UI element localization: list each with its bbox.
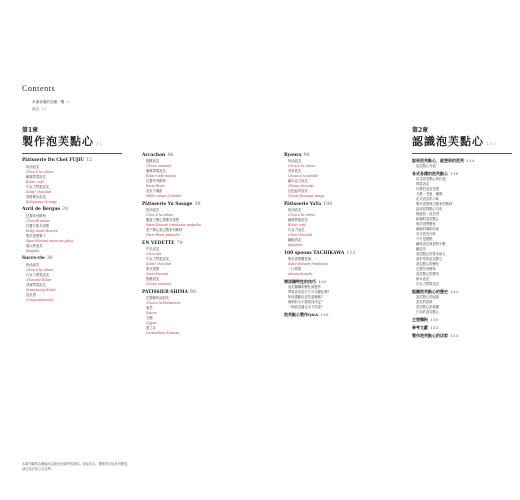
item-french-text: Amuse-bouche <box>288 272 313 276</box>
section-title: 製作泡芙點心的店家 <box>412 333 448 338</box>
sub-item-text: 聖多諾黑變化 <box>416 222 436 226</box>
item-french-text: Saint-Honoré framboise <box>288 262 329 266</box>
sub-item-text: 基本型的泡芙點心 <box>416 257 443 261</box>
item-french-text: Chocolat Éclair <box>26 277 52 282</box>
page-number: 120 <box>318 279 327 284</box>
item-french-text: Éclair chocolat <box>26 189 52 194</box>
item-french-text: Religieuse Orange <box>26 199 57 204</box>
page-number: 142 <box>450 289 459 294</box>
chapter1-col2-list <box>142 153 252 337</box>
chapter2-page: 133 <box>486 141 497 146</box>
sub-item-text: 不只是甜點 <box>416 237 433 241</box>
item-french-name <box>22 249 122 254</box>
item-french-text: Paris-Brest <box>146 184 165 188</box>
sub-item-text: 花式泡芙的口味 <box>416 197 440 201</box>
section-title: 認識泡芙點心的歷史 <box>412 289 448 294</box>
section-heading <box>412 333 512 339</box>
page-number: 112 <box>346 250 356 256</box>
item-chinese-text: 聖多諾黑 <box>146 267 160 271</box>
sub-item-text: 當成派對點心享用 <box>416 207 443 211</box>
sub-item <box>412 164 512 169</box>
item-chinese-text: 泡芙塔 <box>26 292 36 297</box>
chapter1-title-text: 製作泡芙點心 <box>22 135 94 148</box>
page-number: 80 <box>189 289 197 295</box>
item-chinese-text: 咖啡閃電泡芙 <box>288 218 308 222</box>
sub-item-text: 花式泡芙點心的代表 <box>416 177 446 181</box>
section-title: 增添獨特性的技巧 <box>284 279 316 284</box>
chapter1-col2 <box>142 150 252 336</box>
shop-name: Pâtisserie YaYa <box>284 201 322 207</box>
sub-item-text: 一個泡芙適合多少份量？ <box>288 305 325 309</box>
item-french-text: Éclair café <box>288 223 306 227</box>
item-french-name <box>22 200 122 205</box>
item-chinese-text: 奶油泡芙 <box>146 208 160 212</box>
item-french-text: Chou à la crème <box>26 169 54 174</box>
item-chinese-text: 愛之井 <box>146 326 156 330</box>
item-french-text: Saint-Honoré marrons glacé <box>26 238 74 243</box>
chapter2-number-text: 第2章 <box>412 127 429 134</box>
item-french-text: Choux fromage rouge <box>288 194 325 198</box>
item-chinese-text: 聖多諾黑栗子 <box>26 233 46 238</box>
item-chinese-text: 牛乳泡芙 <box>146 247 160 251</box>
sub-item-text: 泡芙點心的歷史 <box>416 272 440 276</box>
item-chinese-text: 柔蒸 <box>146 306 153 310</box>
item-french-text: Chou chocolat <box>288 233 312 237</box>
sub-item-text: 巧克力閃電泡芙 <box>416 282 440 286</box>
item-french-text: Mille-crêpes d'amitié <box>146 194 182 198</box>
item-french-text: Éclair chocolat <box>146 262 172 266</box>
chapter1-col3 <box>284 150 394 318</box>
item-french-name <box>284 272 394 277</box>
item-chinese-text: 奶油泡芙 <box>26 262 40 267</box>
section-title: 主要麵粉 <box>412 317 428 322</box>
chapter1-number <box>22 127 122 135</box>
item-french-text: Zeppole <box>26 248 40 253</box>
item-chinese-text: 巴黎布列斯特 <box>146 179 166 183</box>
item-chinese-text: 泡芙千層派 <box>146 189 163 193</box>
page-number: 152 <box>430 325 439 330</box>
item-chinese-text: 巧克力閃電泡芙 <box>26 184 50 189</box>
sub-item-text: 泡芙麵糊的變化與製作 <box>288 285 321 289</box>
item-french-text: Souris <box>146 311 157 315</box>
chapter1-title <box>22 135 122 150</box>
intro-item <box>32 106 69 113</box>
chapter1-col3-list <box>284 153 394 319</box>
item-chinese-text: 鹹巧克力泡芙 <box>288 179 308 183</box>
item-french-text: Éclair café <box>26 179 44 184</box>
chapter2-number <box>412 127 512 135</box>
item-chinese-text: 一口閃電 <box>288 267 302 271</box>
section-title: 說到泡芙點心，就想到的泡芙 <box>412 158 464 163</box>
item-chinese-text: 奶油泡芙 <box>288 208 302 212</box>
contents-heading: Contents <box>22 84 56 93</box>
sub-item <box>284 305 394 310</box>
item-chinese-text: 咖啡閃電泡芙 <box>26 174 46 179</box>
sub-item-text: 泡芙點心列表 <box>416 164 436 168</box>
item-chinese-text: 巧克力閃電泡芙 <box>26 272 50 277</box>
section-heading <box>412 325 512 331</box>
item-french-name <box>142 233 252 238</box>
item-french-name <box>142 194 252 199</box>
page-number: 36 <box>46 256 53 261</box>
sub-item-text: 閃電泡芙 <box>416 182 430 186</box>
item-chinese-text: 咖啡閃電泡芙 <box>146 169 166 173</box>
item-french-name <box>142 331 252 336</box>
page-number: 150 <box>430 317 439 322</box>
intro-item-page: 10 <box>41 107 46 111</box>
item-french-text: Chou à la crème <box>146 213 174 217</box>
item-chinese-text: 鹹鮮泡芙 <box>288 238 302 242</box>
item-chinese-text: 聖多諾黑覆盆莓 <box>288 257 312 261</box>
chapter2-list <box>412 158 512 339</box>
item-chinese-text: 奶油泡芙 <box>26 164 40 169</box>
item-chinese-text: 巧克力閃電泡芙 <box>146 257 170 261</box>
section-title: 各式各樣的泡芙點心 <box>412 171 448 176</box>
page-number: 24 <box>62 207 69 212</box>
shop-name: Ryoura <box>284 152 302 158</box>
sub-item-text: 泡芙點心的基本組合 <box>416 252 446 256</box>
sub-item-text: 閃電泡芙的尺寸可以變化嗎？ <box>288 290 331 294</box>
intro-item-label: 本書登場的店鋪一覽 <box>32 100 65 104</box>
intro-item-page: 8 <box>66 100 69 104</box>
sub-item-text: 細緻的填餡奶油 <box>416 227 440 231</box>
sub-item-text: 如何讓脆皮泡芙更酥脆？ <box>288 295 325 299</box>
section-heading <box>284 312 394 318</box>
sub-item-text: 新穎的泡芙點心 <box>416 217 440 221</box>
item-french-text: Chou à la crème <box>288 213 316 217</box>
page-number: 100 <box>323 201 333 207</box>
sub-item-text: 填餡的大小要如何決定？ <box>288 300 325 304</box>
chapter1-col1-list <box>22 158 122 303</box>
sub-item <box>412 282 512 287</box>
item-french-name <box>142 282 252 287</box>
item-french-text: Chou à la Parisienne <box>146 301 181 305</box>
sub-item-text: 泡芙點心的起源 <box>416 295 440 299</box>
page-number: 134 <box>466 158 475 163</box>
item-french-text: Ruby Saint-Honoré <box>26 228 58 233</box>
item-chinese-text: 紅色起司泡芙 <box>288 189 308 193</box>
sub-item-text: 巴黎布列斯特 <box>416 267 436 271</box>
item-french-text: Saint-Honoré framboise pistache <box>146 223 202 227</box>
chapter1-number-text: 第1章 <box>22 127 39 134</box>
item-french-text: Croquembouche <box>26 297 54 302</box>
item-chinese-text: 巴黎布列斯特 <box>26 213 46 218</box>
shop-name: EN VEDETTE <box>142 240 175 246</box>
item-french-text: Saint-Honoré <box>146 272 169 276</box>
sub-item-text: 天鵝・老鼠・種類 <box>416 192 443 196</box>
chapter2-title <box>412 135 512 150</box>
sub-item-text: 鹹泡芙 <box>416 247 426 251</box>
page-number: 128 <box>320 312 329 317</box>
chapter1-rule <box>22 153 122 154</box>
intro-list <box>32 99 69 113</box>
item-french-text: Choux caramel <box>146 282 172 286</box>
item-french-text: Choux chocolat <box>288 184 314 188</box>
item-french-name <box>284 194 394 199</box>
section-title: 參考文獻 <box>412 325 428 330</box>
sub-item-text: 泡芙點心的變化 <box>416 262 440 266</box>
item-french-text: Strawberry Éclair <box>26 287 56 292</box>
shop-name: Sucre-rie <box>22 256 45 261</box>
item-chinese-text: 巧克力泡芙 <box>288 228 305 232</box>
section-title: 泡芙點心製作Q&A <box>284 312 319 317</box>
chapter2-col <box>412 127 512 339</box>
sub-item <box>412 310 512 315</box>
item-french-name <box>284 243 394 248</box>
sub-item-text: 日本的泡芙點心 <box>416 310 440 314</box>
item-chinese-text: 覆盆子開心果聖多諾黑 <box>146 218 179 222</box>
sub-item-text: 修道院・泡芙塔 <box>416 212 440 216</box>
sub-item-text: 聖多諾黑與巴黎布列斯特 <box>416 202 453 206</box>
item-chinese-text: 香橙修女泡芙 <box>26 194 46 199</box>
chapter2-title-text: 認識泡芙點心 <box>412 135 484 148</box>
page-number: 154 <box>450 333 459 338</box>
shop-name: Avril de Bergue <box>22 207 61 212</box>
item-french-text: Chou à la crème <box>26 267 54 272</box>
sub-item-text: 泡芙的語源 <box>416 300 433 304</box>
item-french-text: Caramelise d'amour <box>146 331 180 335</box>
shop-name: PATISSIER SHIMA <box>142 289 188 295</box>
item-french-text: Choux à la vanille <box>288 174 318 178</box>
intro-item-label: 前言 <box>32 107 40 111</box>
item-french-text: Salambo <box>288 243 303 247</box>
item-chinese-text: 巴黎鮮奶油泡芙 <box>146 296 170 300</box>
item-chinese-text: 義大利泡芙 <box>26 243 43 248</box>
sub-item-text: 修女泡芙 <box>416 277 430 281</box>
section-heading <box>412 317 512 323</box>
shop-name: Pâtisserie Yu Sasage <box>142 201 193 207</box>
page-number: 138 <box>450 171 459 176</box>
item-chinese-text: 草莓閃電泡芙 <box>26 282 46 287</box>
shop-name: Pâtisserie Du Chef FUJIU <box>22 158 85 163</box>
shop-name: 100 spoons TACHIKAWA <box>284 250 345 256</box>
page-number: 58 <box>194 201 201 207</box>
item-french-name <box>22 298 122 303</box>
sub-item-text: 各式泡芙比較 <box>416 232 436 236</box>
sub-item-text: 泡芙點心的演變 <box>416 305 440 309</box>
item-chinese-text: 香草泡芙 <box>288 169 302 173</box>
page-number: 90 <box>303 152 310 158</box>
page-number: 70 <box>176 240 183 246</box>
shop-name: Arcachon <box>142 152 166 158</box>
item-french-text: Éclair café mocha <box>146 174 177 178</box>
chapter1-col1 <box>22 127 122 303</box>
page-number: 12 <box>86 158 93 163</box>
item-chinese-text: 香子開心果巴黎布列斯特 <box>146 228 183 232</box>
item-french-text: Paris-Brest pistache <box>146 233 180 237</box>
footnote: 本書刊載的店舖資訊為截至出版時的資料。商品內容、價格等可能有所變更，請以各店家公告為準。 <box>22 462 131 471</box>
intro-item <box>32 99 69 106</box>
chapter2-rule <box>412 153 512 154</box>
chapter1-page: 11 <box>96 141 104 146</box>
item-chinese-text: 天鵝 <box>146 316 153 320</box>
item-french-text: Choux caramel <box>146 164 172 168</box>
sub-item-text: 鹹味泡芙與派對小點 <box>416 242 446 246</box>
item-chinese-text: 焦糖泡芙 <box>146 159 160 163</box>
item-french-text: Cygne <box>146 321 157 325</box>
item-chinese-text: 紅寶石聖多諾黑 <box>26 223 50 228</box>
item-chinese-text: 焦糖泡芙 <box>146 277 160 281</box>
item-french-text: Chou Bretoise <box>26 218 50 223</box>
sub-item-text: 可愛的泡芙造型 <box>416 187 440 191</box>
item-french-text: Chou lait <box>146 252 162 256</box>
item-french-text: Chou à la crème <box>288 164 316 168</box>
page-number: 46 <box>167 152 174 158</box>
item-chinese-text: 奶油泡芙 <box>288 159 302 163</box>
